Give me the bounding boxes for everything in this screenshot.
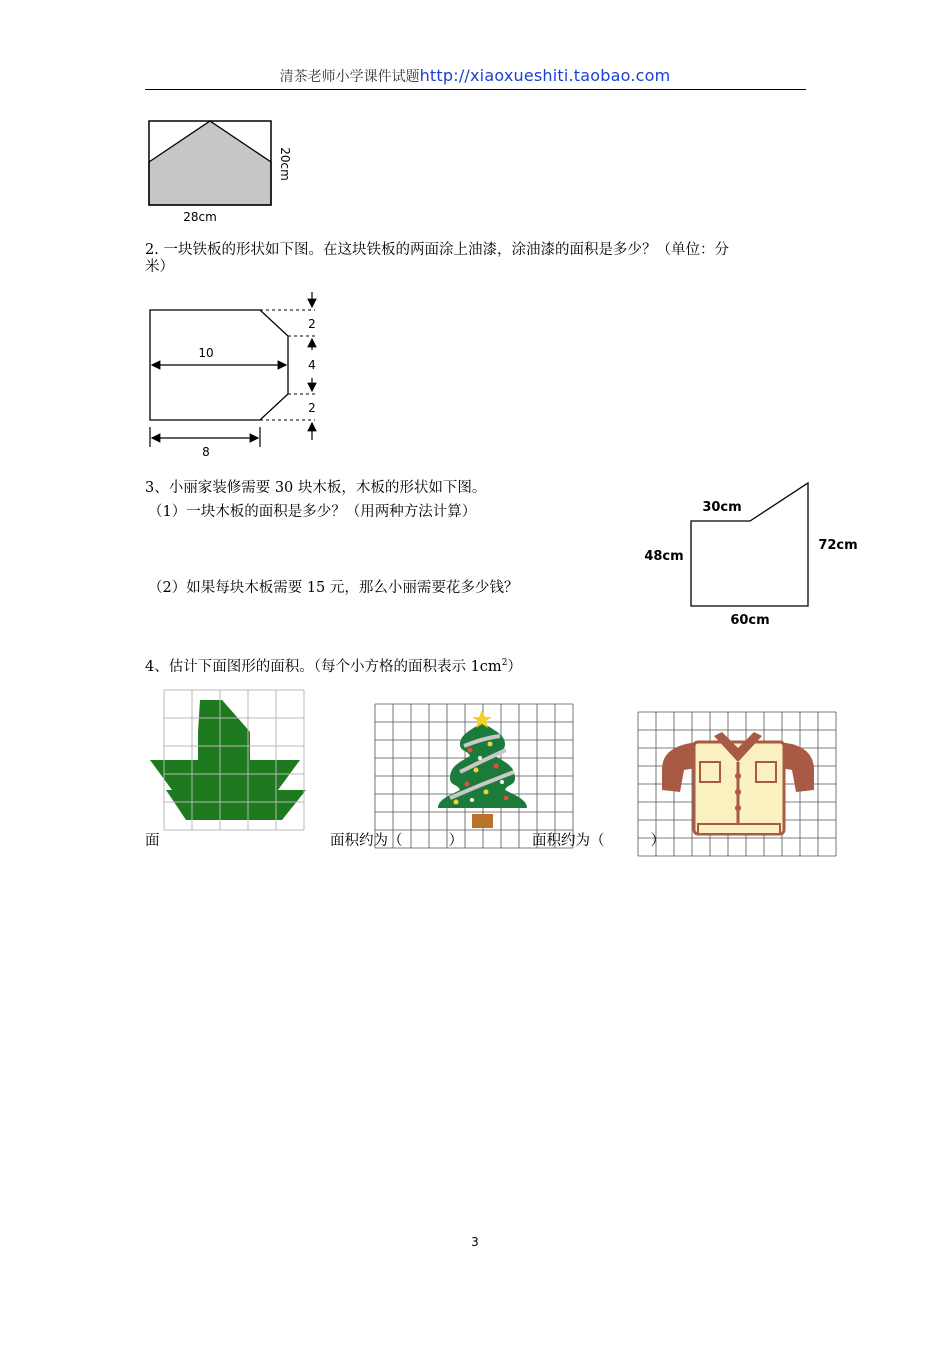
q3-dim-top: 30cm [702, 500, 742, 515]
q3-dim-left: 48cm [644, 549, 684, 564]
q2-dim-bottom-width: 8 [202, 445, 210, 459]
q2-dim-cut-top: 2 [308, 317, 316, 331]
q2-dim-middle: 4 [308, 358, 316, 372]
q4-title [145, 654, 522, 677]
header-url[interactable]: http://xiaoxueshiti.taobao.com [419, 66, 671, 85]
figure-iron-plate [140, 290, 340, 462]
grid-jacket [636, 708, 842, 858]
q2-dim-top-width: 10 [198, 346, 214, 360]
tree-body [438, 722, 527, 808]
q3-dim-bottom: 60cm [730, 613, 770, 628]
fig1-bottom-label: 28cm [183, 210, 217, 224]
q4-answer-3: 面积约为（ ） [532, 833, 666, 849]
q2-dim-cut-bottom: 2 [308, 401, 316, 415]
q4-answer-2: 面积约为（ ） [330, 833, 464, 849]
header-rule [145, 89, 806, 90]
q4-title-sup: 2 [501, 658, 508, 668]
q4-title-close: ） [507, 658, 522, 675]
fig1-side-label: 20cm [278, 147, 292, 181]
q2-line2: 米） [145, 259, 174, 275]
q3-sub1: （1）一块木板的面积是多少？（用两种方法计算） [148, 504, 477, 520]
page-number: 3 [471, 1235, 479, 1249]
q4-title-text: 4、估计下面图形的面积。（每个小方格的面积表示 1cm [145, 658, 502, 675]
grid-green-shape [150, 688, 310, 854]
q2-line1: 2. 一块铁板的形状如下图。在这块铁板的两面涂上油漆，涂油漆的面积是多少？（单位：分 [145, 242, 729, 258]
q3-title: 3、小丽家装修需要 30 块木板，木板的形状如下图。 [145, 480, 487, 496]
q3-sub2: （2）如果每块木板需要 15 元，那么小丽需要花多少钱？ [148, 580, 519, 596]
q3-dim-right: 72cm [818, 538, 858, 553]
header-text: 清茶老师小学课件试题 [279, 69, 420, 85]
page-header [145, 66, 805, 86]
figure-wood-board [640, 478, 870, 630]
tree-trunk [472, 814, 493, 828]
figure-house [140, 112, 310, 227]
q4-answer-1: 面 [145, 833, 160, 849]
